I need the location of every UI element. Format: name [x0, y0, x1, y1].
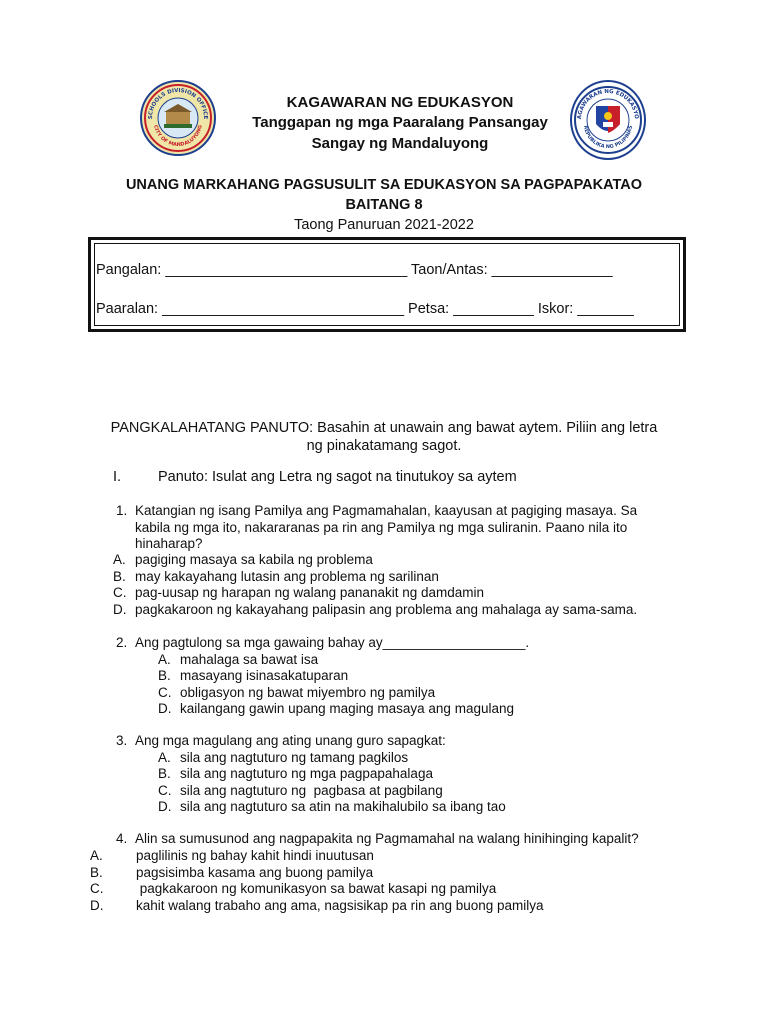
sdo-seal-top-text: SCHOOLS DIVISION OFFICE [147, 87, 209, 120]
question-number: 2. [116, 635, 128, 650]
choice-letter: C. [158, 782, 172, 798]
question-text: Ang pagtulong sa mga gawaing bahay ay___________________. [135, 635, 530, 650]
choice-letter: A. [158, 651, 171, 667]
answer-choice[interactable]: pagiging masaya sa kabila ng problema [135, 552, 373, 567]
grade-level: BAITANG 8 [345, 197, 423, 213]
choice-letter: D. [113, 601, 127, 617]
general-instructions: PANGKALAHATANG PANUTO: Basahin at unawain ang bawat aytem. Piliin ang letra [110, 420, 658, 436]
general-instructions-cont: ng pinakatamang sagot. [306, 438, 462, 454]
choice-letter: B. [158, 668, 171, 683]
answer-choice[interactable]: kahit walang trabaho ang ama, nagsisikap pa rin ang buong pamilya [136, 897, 544, 913]
name-grade-field[interactable]: Pangalan: ______________________________ Taon/Antas: _______________ [96, 262, 613, 278]
answer-choice[interactable]: paglilinis ng bahay kahit hindi inuutusan [136, 848, 374, 863]
question-text: kabila ng mga ito, nakararanas pa rin ang Pamilya ng mga suliranin. Paano nila ito [135, 519, 628, 535]
answer-choice[interactable]: sila ang nagtuturo ng pagbasa at pagbilang [180, 782, 443, 798]
choice-letter: C. [158, 684, 172, 700]
choice-letter: D. [158, 701, 172, 716]
school-year: Taong Panuruan 2021-2022 [294, 217, 474, 233]
question-text: Katangian ng isang Pamilya ang Pagmamahalan, kaayusan at pagiging masaya. Sa [135, 503, 638, 518]
question-number: 1. [116, 503, 128, 518]
deped-seal-top-text: AGAWARAN NG EDUKASYO [576, 88, 640, 120]
choice-letter: A. [158, 749, 171, 765]
answer-choice[interactable]: kailangang gawin upang maging masaya ang magulang [180, 701, 514, 716]
answer-choice[interactable]: sila ang nagtuturo ng mga pagpapahalaga [180, 766, 433, 781]
answer-choice[interactable]: pag-uusap ng harapan ng walang pananakit ng damdamin [135, 585, 485, 600]
answer-choice[interactable]: masayang isinasakatuparan [180, 668, 349, 683]
choice-letter: B. [158, 766, 171, 781]
question-number: 3. [116, 733, 128, 748]
agency-name: KAGAWARAN NG EDUKASYON [286, 94, 514, 111]
answer-choice[interactable]: may kakayahang lutasin ang problema ng sarilinan [135, 568, 439, 584]
question-text: Ang mga magulang ang ating unang guro sapagkat: [135, 733, 446, 748]
answer-choice[interactable]: sila ang nagtuturo ng tamang pagkilos [180, 749, 409, 765]
question-number: 4. [116, 831, 128, 846]
choice-letter: A. [113, 552, 126, 567]
answer-choice[interactable]: pagkakaroon ng kakayahang palipasin ang problema ang mahalaga ay sama-sama. [135, 601, 638, 617]
choice-letter: C. [113, 585, 127, 600]
student-info-box [88, 237, 686, 332]
choice-letter: D. [158, 799, 172, 814]
choice-letter: D. [90, 897, 104, 913]
division-name: Sangay ng Mandaluyong [311, 135, 489, 152]
choice-letter: A. [90, 848, 103, 863]
answer-choice[interactable]: sila ang nagtuturo sa atin na makihalubilo sa ibang tao [180, 799, 506, 814]
part-instructions: Panuto: Isulat ang Letra ng sagot na tinutukoy sa aytem [158, 469, 517, 485]
answer-choice[interactable]: pagsisimba kasama ang buong pamilya [136, 864, 374, 880]
school-date-score-field[interactable]: Paaralan: ______________________________ Petsa: __________ Iskor: _______ [96, 301, 634, 317]
question-text: hinaharap? [135, 536, 203, 551]
answer-choice[interactable]: obligasyon ng bawat miyembro ng pamilya [180, 684, 436, 700]
answer-choice[interactable]: pagkakaroon ng komunikasyon sa bawat kasapi ng pamilya [136, 881, 497, 896]
question-text: Alin sa sumusunod ang nagpapakita ng Pagmamahal na walang hinihinging kapalit? [135, 831, 639, 846]
answer-choice[interactable]: mahalaga sa bawat isa [180, 651, 319, 667]
exam-title: UNANG MARKAHANG PAGSUSULIT SA EDUKASYON SA PAGPAPAKATAO [125, 177, 643, 193]
choice-letter: C. [90, 881, 104, 896]
office-name: Tanggapan ng mga Paaralang Pansangay [252, 114, 548, 131]
deped-seal-bottom-text: REPUBLIKA NG PILIPINAS [582, 125, 634, 151]
part-number: I. [113, 469, 122, 485]
sdo-seal-bottom-text: CITY OF MANDALUYONG [152, 124, 204, 149]
choice-letter: B. [113, 568, 126, 584]
choice-letter: B. [90, 864, 103, 880]
